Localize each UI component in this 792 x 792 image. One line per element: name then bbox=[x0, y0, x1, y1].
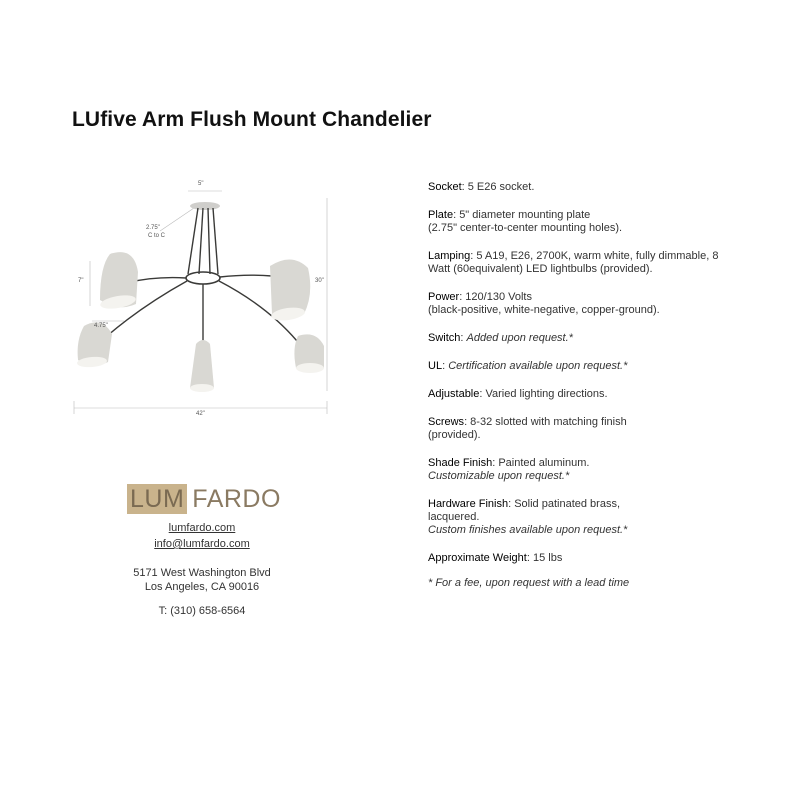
spec-value: : Varied lighting directions. bbox=[479, 388, 608, 400]
hub-ring bbox=[186, 272, 220, 284]
spec-socket bbox=[428, 181, 728, 194]
dim-shade-height-label: 7" bbox=[78, 278, 84, 284]
spec-adjustable bbox=[428, 388, 728, 401]
spec-power bbox=[428, 291, 728, 317]
dim-shade-diameter-label: 4.75" bbox=[94, 323, 108, 329]
email-link[interactable]: info@lumfardo.com bbox=[154, 538, 250, 550]
spec-value: : bbox=[442, 360, 449, 372]
dim-pointer-holes bbox=[160, 208, 194, 231]
dim-plate-label: 5" bbox=[198, 181, 204, 187]
spec-label: Screws bbox=[428, 416, 465, 428]
spec-screws bbox=[428, 416, 728, 442]
spec-label: Hardware Finish bbox=[428, 498, 509, 510]
spec-value: : 15 lbs bbox=[526, 552, 563, 564]
spec-label: Approximate Weight bbox=[428, 552, 527, 564]
spec-label: Adjustable bbox=[428, 388, 480, 400]
shade-upper-left bbox=[99, 252, 138, 311]
spec-value: : 120/130 Volts (black-positive, white-negative, copper-ground). bbox=[428, 291, 660, 316]
spec-extra: Customizable upon request.* bbox=[428, 470, 570, 482]
dim-overall-width-label: 42" bbox=[196, 411, 205, 417]
logo-part-fardo: FARDO bbox=[192, 485, 281, 513]
spec-list bbox=[428, 181, 728, 590]
spec-value: : bbox=[460, 332, 467, 344]
spec-label: Socket bbox=[428, 181, 462, 193]
spec-label: Switch bbox=[428, 332, 461, 344]
spec-weight bbox=[428, 552, 728, 565]
shade-lower-left bbox=[77, 322, 112, 368]
brand-logo bbox=[127, 484, 281, 514]
chandelier-drawing bbox=[72, 176, 342, 426]
shade-upper-right bbox=[270, 259, 310, 322]
contact-website-row bbox=[72, 521, 332, 535]
page-title: LUfive Arm Flush Mount Chandelier bbox=[72, 108, 432, 131]
spec-label: Plate bbox=[428, 209, 454, 221]
website-link[interactable]: lumfardo.com bbox=[168, 522, 236, 534]
address-line-1: 5171 West Washington Blvd bbox=[133, 567, 271, 579]
spec-value: : 8-32 slotted with matching finish (provided). bbox=[428, 416, 627, 441]
spec-value: : Painted aluminum. bbox=[492, 457, 590, 469]
spec-label: Shade Finish bbox=[428, 457, 493, 469]
spec-value: : Solid patinated brass, lacquered. bbox=[428, 498, 620, 523]
spec-italic: Certification available upon request.* bbox=[448, 360, 628, 372]
address-line-2: Los Angeles, CA 90016 bbox=[144, 581, 260, 593]
logo-part-lum: LUM bbox=[127, 484, 187, 514]
phone-number: T: (310) 658-6564 bbox=[158, 605, 246, 617]
shade-center bbox=[190, 340, 214, 392]
spec-extra: Custom finishes available upon request.* bbox=[428, 524, 628, 536]
spec-italic: Added upon request.* bbox=[466, 332, 573, 344]
spec-switch bbox=[428, 332, 728, 345]
contact-email-row bbox=[72, 537, 332, 551]
shade-lower-right bbox=[294, 334, 324, 373]
mounting-plate bbox=[190, 202, 220, 210]
spec-label: Power bbox=[428, 291, 460, 303]
spec-lamping bbox=[428, 250, 728, 276]
spec-label: Lamping bbox=[428, 250, 471, 262]
spec-value: : 5" diameter mounting plate (2.75" center-to-center mounting holes). bbox=[428, 209, 623, 234]
dim-holes-sub-label: C to C bbox=[148, 233, 166, 239]
dim-holes-label: 2.75" bbox=[146, 225, 160, 231]
spec-shade-finish bbox=[428, 457, 728, 483]
chandelier-diagram bbox=[72, 176, 342, 426]
spec-hardware-finish bbox=[428, 498, 638, 537]
footnote: * For a fee, upon request with a lead time bbox=[428, 577, 630, 589]
spec-ul bbox=[428, 360, 728, 373]
spec-value: : 5 E26 socket. bbox=[461, 181, 535, 193]
spec-value: : 5 A19, E26, 2700K, warm white, fully dimmable, 8 Watt (60equivalent) LED lightbulbs (provided). bbox=[428, 250, 719, 275]
dim-overall-height-label: 30" bbox=[315, 278, 324, 284]
spec-plate bbox=[428, 209, 728, 235]
spec-label: UL bbox=[428, 360, 443, 372]
